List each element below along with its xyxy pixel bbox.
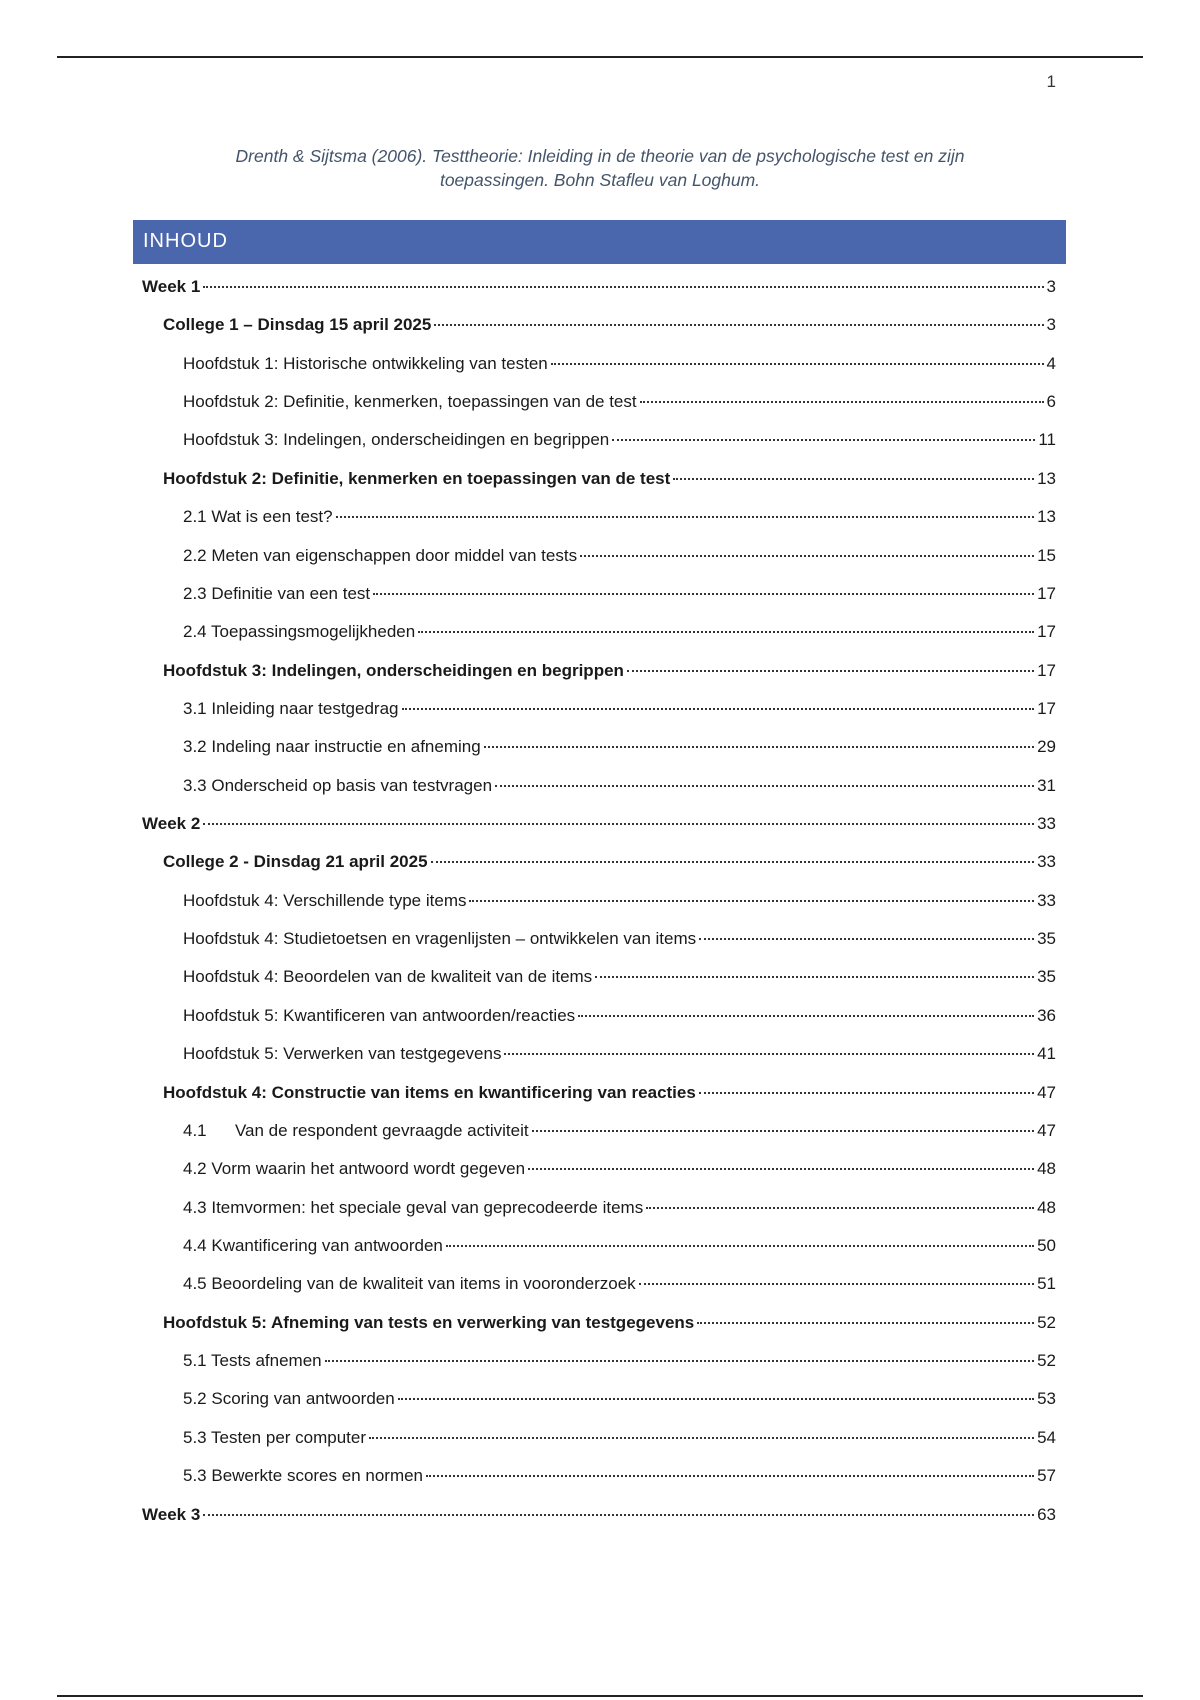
citation-line-1: Drenth & Sijtsma (2006). Testtheorie: Inleiding in de theorie van de psychologische test en zijn [235, 146, 965, 166]
toc-entry-page[interactable]: 52 [1037, 1351, 1056, 1371]
toc-entry[interactable] [142, 383, 1056, 421]
toc-dot-leader [418, 630, 1034, 633]
toc-entry-title[interactable]: 3.2 Indeling naar instructie en afneming [183, 737, 481, 757]
table-of-contents [142, 268, 1056, 1534]
toc-dot-leader [612, 438, 1035, 441]
toc-entry-title[interactable]: 4.4 Kwantificering van antwoorden [183, 1235, 443, 1255]
toc-entry-title[interactable]: 2.4 Toepassingsmogelijkheden [183, 622, 416, 642]
toc-entry[interactable] [142, 575, 1056, 613]
header-rule [57, 56, 1143, 58]
toc-entry-page[interactable]: 51 [1037, 1274, 1056, 1294]
toc-entry-title[interactable]: Hoofdstuk 3: Indelingen, onderscheidingen en begrippen [163, 660, 624, 680]
toc-dot-leader [369, 1436, 1034, 1439]
toc-entry-title[interactable]: College 2 - Dinsdag 21 april 2025 [163, 852, 428, 872]
toc-dot-leader [431, 860, 1035, 863]
toc-entry[interactable] [142, 1112, 1056, 1150]
toc-entry-title[interactable]: Week 2 [142, 814, 201, 834]
toc-dot-leader [203, 285, 1043, 288]
toc-dot-leader [203, 1513, 1034, 1516]
toc-entry[interactable] [142, 997, 1056, 1035]
toc-entry-title[interactable]: 5.2 Scoring van antwoorden [183, 1389, 395, 1409]
toc-entry[interactable] [142, 498, 1056, 536]
toc-entry-page[interactable]: 3 [1046, 315, 1056, 335]
toc-entry-page[interactable]: 17 [1037, 660, 1056, 680]
toc-dot-leader [336, 515, 1034, 518]
toc-entry-title[interactable]: Hoofdstuk 3: Indelingen, onderscheidingen en begrippen [183, 430, 610, 450]
toc-entry[interactable] [142, 1496, 1056, 1534]
toc-entry-title[interactable]: 5.1 Tests afnemen [183, 1351, 322, 1371]
toc-entry-page[interactable]: 52 [1037, 1312, 1056, 1332]
toc-entry[interactable] [142, 1189, 1056, 1227]
toc-entry-page[interactable]: 35 [1037, 929, 1056, 949]
toc-entry[interactable] [142, 920, 1056, 958]
toc-dot-leader [528, 1167, 1034, 1170]
toc-entry[interactable] [142, 1150, 1056, 1188]
toc-entry[interactable] [142, 843, 1056, 881]
citation [160, 144, 1040, 192]
toc-entry[interactable] [142, 652, 1056, 690]
toc-dot-leader [595, 975, 1034, 978]
toc-entry[interactable] [142, 306, 1056, 344]
toc-entry[interactable] [142, 1380, 1056, 1418]
toc-dot-leader [446, 1244, 1034, 1247]
toc-entry-title[interactable]: 5.3 Bewerkte scores en normen [183, 1466, 424, 1486]
toc-entry-title[interactable]: 4.3 Itemvormen: het speciale geval van geprecodeerde items [183, 1197, 644, 1217]
toc-entry-title[interactable]: College 1 – Dinsdag 15 april 2025 [163, 315, 432, 335]
toc-entry-page[interactable]: 6 [1046, 392, 1056, 412]
toc-entry[interactable] [142, 1074, 1056, 1112]
toc-dot-leader [484, 745, 1034, 748]
toc-entry-page[interactable]: 13 [1037, 507, 1056, 527]
toc-dot-leader [639, 1282, 1034, 1285]
page-number: 1 [1046, 72, 1056, 91]
toc-entry-title[interactable]: Week 1 [142, 277, 201, 296]
toc-entry-page[interactable]: 17 [1037, 622, 1056, 642]
toc-entry-page[interactable]: 31 [1037, 775, 1056, 795]
toc-entry[interactable] [142, 1304, 1056, 1342]
toc-dot-leader [578, 1014, 1034, 1017]
toc-entry[interactable] [142, 882, 1056, 920]
toc-entry-page[interactable]: 47 [1037, 1082, 1056, 1102]
toc-dot-leader [699, 937, 1034, 940]
toc-dot-leader [646, 1206, 1034, 1209]
toc-entry-title[interactable]: 4.5 Beoordeling van de kwaliteit van items in vooronderzoek [183, 1274, 636, 1294]
toc-entry[interactable] [142, 1342, 1056, 1380]
toc-entry[interactable] [142, 345, 1056, 383]
toc-entry-title[interactable]: Week 3 [142, 1504, 201, 1524]
toc-entry-title[interactable]: 5.3 Testen per computer [183, 1427, 367, 1447]
toc-entry-title[interactable]: 3.3 Onderscheid op basis van testvragen [183, 775, 493, 795]
toc-entry[interactable] [142, 1419, 1056, 1457]
toc-dot-leader [495, 784, 1034, 787]
toc-entry[interactable] [142, 690, 1056, 728]
toc-dot-leader [673, 477, 1034, 480]
toc-entry-page[interactable]: 53 [1037, 1389, 1056, 1409]
toc-entry-title[interactable]: Hoofdstuk 4: Constructie van items en kwantificering van reacties [163, 1082, 696, 1102]
toc-entry-title[interactable]: Hoofdstuk 2: Definitie, kenmerken, toepassingen van de test [183, 392, 637, 412]
toc-dot-leader [469, 899, 1034, 902]
toc-entry-title[interactable]: 3.1 Inleiding naar testgedrag [183, 698, 399, 718]
toc-dot-leader [373, 592, 1034, 595]
toc-entry[interactable] [142, 1227, 1056, 1265]
toc-entry-page[interactable]: 17 [1037, 583, 1056, 603]
toc-entry-page[interactable]: 29 [1037, 737, 1056, 757]
toc-dot-leader [426, 1474, 1034, 1477]
toc-entry[interactable] [142, 1265, 1056, 1303]
toc-entry-page[interactable]: 47 [1037, 1120, 1056, 1140]
toc-entry-page[interactable]: 33 [1037, 814, 1056, 834]
toc-entry[interactable] [142, 537, 1056, 575]
toc-entry-title[interactable]: 2.1 Wat is een test? [183, 507, 333, 527]
toc-entry[interactable] [142, 958, 1056, 996]
toc-entry-title[interactable]: Hoofdstuk 5: Kwantificeren van antwoorden/reacties [183, 1005, 576, 1025]
toc-dot-leader [325, 1359, 1034, 1362]
toc-entry-page[interactable]: 48 [1037, 1197, 1056, 1217]
toc-entry-title[interactable]: 2.2 Meten van eigenschappen door middel van tests [183, 545, 578, 565]
citation-line-2: toepassingen. Bohn Stafleu van Loghum. [439, 170, 761, 190]
toc-dot-leader [504, 1052, 1034, 1055]
toc-entry-title[interactable]: Hoofdstuk 1: Historische ontwikkeling van testen [183, 353, 548, 373]
toc-entry-page[interactable]: 48 [1037, 1159, 1056, 1179]
toc-entry-page[interactable]: 36 [1037, 1005, 1056, 1025]
toc-entry[interactable] [142, 728, 1056, 766]
toc-entry-page[interactable]: 33 [1037, 890, 1056, 910]
toc-entry-page[interactable]: 33 [1037, 852, 1056, 872]
toc-entry-title[interactable]: Hoofdstuk 4: Studietoetsen en vragenlijsten – ontwikkelen van items [183, 929, 697, 949]
toc-entry[interactable] [142, 767, 1056, 805]
toc-entry-title[interactable]: Hoofdstuk 5: Verwerken van testgegevens [183, 1044, 502, 1064]
toc-entry-page[interactable]: 3 [1046, 277, 1056, 296]
toc-entry-page[interactable]: 41 [1037, 1044, 1056, 1064]
toc-dot-leader [434, 323, 1043, 326]
toc-entry-title[interactable]: 4.2 Vorm waarin het antwoord wordt gegeven [183, 1159, 526, 1179]
toc-dot-leader [627, 669, 1034, 672]
toc-dot-leader [398, 1397, 1034, 1400]
toc-entry-title[interactable]: 2.3 Definitie van een test [183, 583, 371, 603]
toc-entry-page[interactable]: 4 [1046, 353, 1056, 373]
toc-entry-title[interactable]: Hoofdstuk 4: Verschillende type items [183, 890, 467, 910]
toc-dot-leader [551, 362, 1044, 365]
toc-entry-page[interactable]: 35 [1037, 967, 1056, 987]
toc-entry[interactable] [142, 613, 1056, 651]
toc-dot-leader [580, 554, 1034, 557]
toc-entry-page[interactable]: 17 [1037, 698, 1056, 718]
toc-entry-title[interactable]: Hoofdstuk 2: Definitie, kenmerken en toepassingen van de test [163, 468, 671, 488]
toc-dot-leader [532, 1129, 1035, 1132]
toc-entry-page[interactable]: 13 [1037, 468, 1056, 488]
toc-entry-page[interactable]: 57 [1037, 1466, 1056, 1486]
toc-entry-page[interactable]: 50 [1037, 1235, 1056, 1255]
toc-entry-page[interactable]: 11 [1038, 430, 1056, 450]
toc-entry[interactable] [142, 268, 1056, 306]
toc-dot-leader [640, 400, 1044, 403]
footer-rule [57, 1695, 1143, 1697]
toc-entry-page[interactable]: 54 [1037, 1427, 1056, 1447]
toc-entry[interactable] [142, 460, 1056, 498]
toc-entry-title[interactable]: 4.1 Van de respondent gevraagde activiteit [183, 1120, 529, 1140]
toc-dot-leader [697, 1321, 1034, 1324]
toc-entry[interactable] [142, 1457, 1056, 1495]
toc-heading: INHOUD [133, 220, 1066, 264]
toc-entry[interactable] [142, 421, 1056, 459]
toc-entry-title[interactable]: Hoofdstuk 5: Afneming van tests en verwerking van testgegevens [163, 1312, 695, 1332]
toc-entry-title[interactable]: Hoofdstuk 4: Beoordelen van de kwaliteit van de items [183, 967, 593, 987]
toc-entry-page[interactable]: 15 [1037, 545, 1056, 565]
toc-dot-leader [402, 707, 1035, 710]
toc-dot-leader [699, 1091, 1034, 1094]
toc-entry[interactable] [142, 805, 1056, 843]
toc-entry[interactable] [142, 1035, 1056, 1073]
toc-dot-leader [203, 822, 1034, 825]
toc-entry-page[interactable]: 63 [1037, 1504, 1056, 1524]
